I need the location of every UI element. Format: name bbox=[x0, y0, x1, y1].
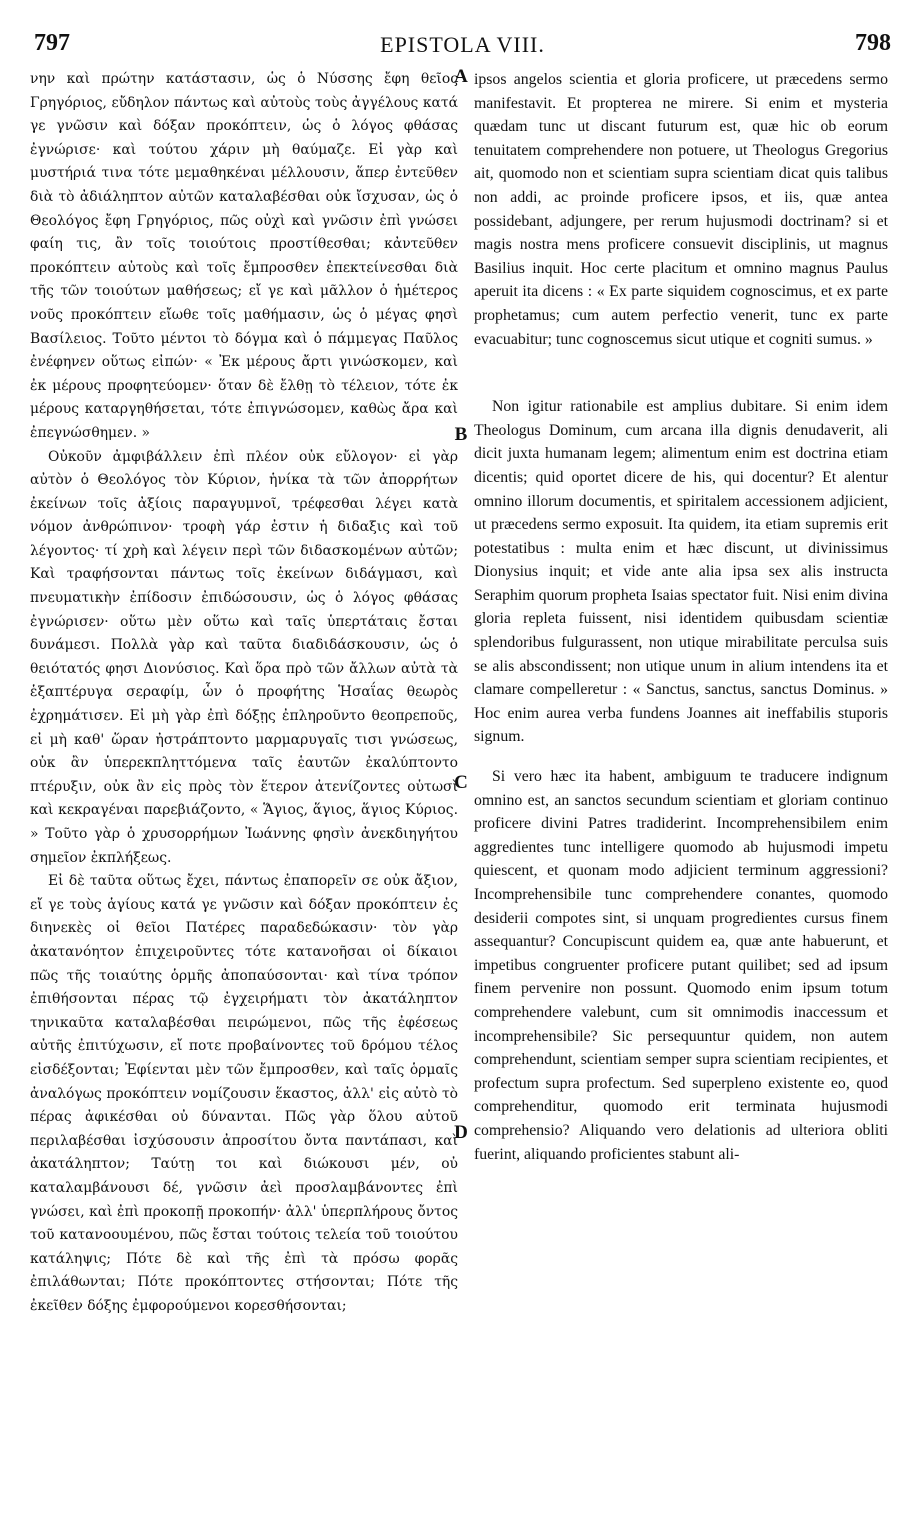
greek-paragraph: Εἰ δὲ ταῦτα οὕτως ἔχει, πάντως ἐπαπορεῖν σε οὐκ ἄξιον, εἴ γε τοὺς ἁγίους κατά γε γνῶσιν καὶ δόξαν προκόπτειν ἐς διηνεκὲς οἱ θεῖοι Πατέρες παραδεδώκασιν· τὸν γὰρ ἀκατανόητον ἐπιχειροῦντες τότε κατανοῆσαι οἱ δίκαιοι πῶς τῆς τοιαύτης ὁρμῆς ἀποπαύσονται· καὶ τίνα τρόπον ἐπιθήσονται πέρας τῷ ἐγχειρήματι τὸν ἀκατάληπτον τηνικαῦτα καταλαβέσθαι πειρώμενοι, πῶς τῆς ἐφέσεως αὐτῆς ἐπιτύχωσιν, εἴ ποτε προβαίνοντες τοῦ δρόμου τέλος εἰσδέξονται; Ἐφίενται μὲν τῶν ἔμπροσθεν, καὶ ταῖς ὁρμαῖς ἀναλόγως προκόπτειν νομίζουσιν ἕκαστος, ἀλλ' εἰς αὐτὸ τὸ πέρας ἀφικέσθαι οὐ δύνανται. Πῶς γὰρ ὅλου αὐτοῦ περιλαβέσθαι ἰσχύσουσιν ἀπροσίτου ὄντα παντάπασι, καὶ ἀκατάληπτον; Ταύτῃ τοι καὶ διώκουσι μέν, οὐ καταλαμβάνουσι δέ, γνῶσιν ἀεὶ προσλαμβάνοντες ἐπὶ γνώσει, καὶ ἐπὶ προκοπῇ προκοπήν· ἀλλ' ὑπερπλήρους ὄντος τοῦ κατανοουμένου, πῶς ἔσται τούτοις τελεία τοῦ τοιούτου κατάληψις; Πότε δὲ καὶ τῆς ἐπὶ τὰ πρόσω φορᾶς ἐπιλάθωνται; Πότε προκόπτοντες στήσονται; Πότε τῆς ἐκεῖθεν δόξης ἐμφορούμενοι κορεσθήσονται; bbox=[30, 873, 458, 1314]
running-header bbox=[34, 30, 891, 64]
latin-paragraph: Non igitur rationabile est amplius dubitare. Si enim idem Theologus Dominum, cum arcana illa dignis denudaverit, ali dicit juxta humanam legem; alimentum enim est doctrina etiam dicentis; quid oportet dicere de his, qui docentur? Et alentur omnino illorum documentis, et spiritalem accessionem adjicient, ut præcedens sermo exposuit. Ita quidem, ita etiam supremis erit potestatibus : multa enim et hæc discunt, ut divinissimus Dionysius inquit; et vide ante alia ipsa sex alis instructa Seraphim quorum propheta Isaias spectator fuit. Nisi enim divina gloria repleta fuissent, nisi identidem quibusdam scientiæ splendoribus fulgurassent, non utique mirabilitate perculsa suis se alis abscondissent; non utique unum in alium intendens ita et clamare compelleretur : « Sanctus, sanctus, sanctus Dominus. » Hoc enim aurea verba fundens Joannes ait ineffabilis stuporis signum. bbox=[474, 398, 888, 746]
section-marker-c: C bbox=[454, 772, 468, 793]
section-marker-d: D bbox=[454, 1122, 468, 1143]
section-marker-b: B bbox=[454, 424, 468, 445]
right-page-number: 798 bbox=[855, 30, 891, 56]
latin-column bbox=[474, 68, 888, 1166]
section-marker-a: A bbox=[454, 66, 468, 87]
latin-paragraph: Si vero hæc ita habent, ambiguum te traducere indignum omnino est, an sanctos secundum scientiam et gloriam continuo proficere divini Patres tradiderint. Incomprehensibilem enim aggredientes tunc intelligere quomodo ab hujusmodi impetu quiescent, et quonam modo adjicient terminum aggressioni? Incomprehensibile tunc comprehendere conantes, quomodo desiderii compotes sint, si unquam progredientes cursus finem assequantur? Concupiscunt quidem ea, quæ ante habuerunt, et impetibus congruenter proficere putant quilibet; sed ad ipsum finem pervenire non possunt. Quomodo enim ipsum totum comprehendere valebunt, cum sit omnimodis inaccessum et incomprehensibile? Sic persequuntur quidem, non autem comprehendunt, scientiam semper supra scientiam recipientes, et profectum supra profectum. Sed superpleno existente eo, quod comprehenditur, quomodo erit terminata hujusmodi comprehensio? Aliquando vero delationis ad ulteriora obliti fuerint, aliquando proficientes stabunt ali- bbox=[474, 768, 888, 1163]
left-page-number: 797 bbox=[34, 30, 70, 56]
greek-paragraph: νην καὶ πρώτην κατάστασιν, ὡς ὁ Νύσσης ἔφη θεῖος Γρηγόριος, εὔδηλον πάντως καὶ αὐτοὺς τοὺς ἀγγέλους κατά γε γνῶσιν καὶ δόξαν προκόπτειν, ὡς ὁ λόγος φθάσας ἐγνώρισε· καὶ τούτου χάριν μὴ θαύμαζε. Εἰ γὰρ καὶ μυστήριά τινα τότε μεμαθηκέναι μέλλουσιν, ἅπερ ἐντεῦθεν διὰ τὸ ἀδιάληπτον αὐτῶν καταλαβέσθαι οὐκ ἴσχυσαν, ὡς ὁ Θεολόγος ἔφη Γρηγόριος, πῶς οὐχὶ καὶ γνῶσιν ἐπὶ γνώσει φαίη τις, ἂν τοῖς τοιούτοις προστίθεσθαι; κἀντεῦθεν προκόπτειν αὐτοὺς καὶ τοῖς ἔμπροσθεν ἐπεκτείνεσθαι διὰ τῆς τῶν τοιούτων μαθήσεως; εἴ γε καὶ μᾶλλον ὁ ἡμέτερος νοῦς προκόπτειν εἴωθε τοῖς μαθήμασιν, ὡς ὁ μέγας φησὶ Βασίλειος. Τοῦτο μέντοι τὸ δόγμα καὶ ὁ πάμμεγας Παῦλος ἐνέφηνεν οὕτως εἰπών· « Ἐκ μέρους ἄρτι γινώσκομεν, καὶ ἐκ μέρους προφητεύομεν· ὅταν δὲ ἔλθῃ τὸ τέλειον, τότε ἐκ μέρους καταργηθήσεται, τότε ἐπιγνώσομεν, καθὼς ἄρα καὶ ἐπεγνώσθημεν. » bbox=[30, 71, 458, 441]
running-title: EPISTOLA VIII. bbox=[380, 32, 545, 57]
greek-paragraph: Οὐκοῦν ἀμφιβάλλειν ἐπὶ πλέον οὐκ εὔλογον· εἰ γὰρ αὐτὸν ὁ Θεολόγος τὸν Κύριον, ἡνίκα τὰ τῶν ἀπορρήτων ἐκείνων τοῖς ἀξίοις παραγυμνοῖ, τρέφεσθαι λέγει κατὰ νόμον ἀνθρώπινον· τροφὴ γάρ ἐστιν ἡ διδαξις καὶ τοῦ λέγοντος· τί χρὴ καὶ λέγειν περὶ τῶν διδασκομένων αὐτῶν; Καὶ τραφήσονται πάντως τοῖς ἐκείνων διδάγμασι, καὶ πνευματικὴν ἐπίδοσιν ἐπιδώσουσιν, ὡς ὁ λόγος φθάσας ἐγνώρισεν· οὕτω μὲν οὕτω καὶ ταῖς ὑπερτάταις ἔσται δυνάμεσι. Πολλὰ γὰρ καὶ ταῦτα διαδιδάσκουσιν, ὡς ὁ θειότατός φησι Διονύσιος. Καὶ ὅρα πρὸ τῶν ἄλλων αὐτὰ τὰ ἑξαπτέρυγα σεραφίμ, ὧν ὁ προφήτης Ἡσαΐας θεωρὸς ἐχρημάτισεν. Εἰ μὴ γὰρ ἐπὶ δόξῃς ἐπληροῦντο θεοπρεποῦς, εἰ μὴ καθ' ὥραν ἠστράπτοντο μαρμαρυγαῖς τισι γνώσεως, οὐκ ἂν ὑπερεκπληττόμενα ταῖς ἑαυτῶν ἐκαλύπτοντο πτέρυξιν, οὐκ ἂν εἰς πρὸς τὸν ἕτερον ἀτενίζοντες οὑτωσὶ καὶ κεκραγέναι παρεβιάζοντο, « Ἅγιος, ἅγιος, ἅγιος Κύριος. » Τοῦτο γὰρ ὁ χρυσορρήμων Ἰωάννης φησὶν ἀνεκδιηγήτου σημεῖον ἐκπλήξεως. bbox=[30, 448, 458, 866]
latin-paragraph: ipsos angelos scientia et gloria proficere, ut præcedens sermo manifestavit. Et propterea ne mirere. Si enim et mysteria quædam tunc ut discant futurum est, quæ hic ob eorum tenuitatem comprehendere non potuere, ut Theologus Gregorius ait, quomodo non et scientiam supra scientiam dicat quis talibus non addi, ac proinde proficere ipsos, et iis, quæ antea possidebant, adjungere, per rerum hujusmodi doctrinam? si et magis nostra mens proficere consuevit disciplinis, ut magnus Basilius inquit. Hoc certe placitum et omnino magnus Paulus aperuit ita dicens : « Ex parte siquidem cognoscimus, et ex parte prophetamus; cum autem perfectio venerit, tunc ex parte evacuabitur; tunc cognoscemus sicut utique et cogniti sumus. » bbox=[474, 71, 888, 348]
greek-column bbox=[30, 68, 458, 1318]
